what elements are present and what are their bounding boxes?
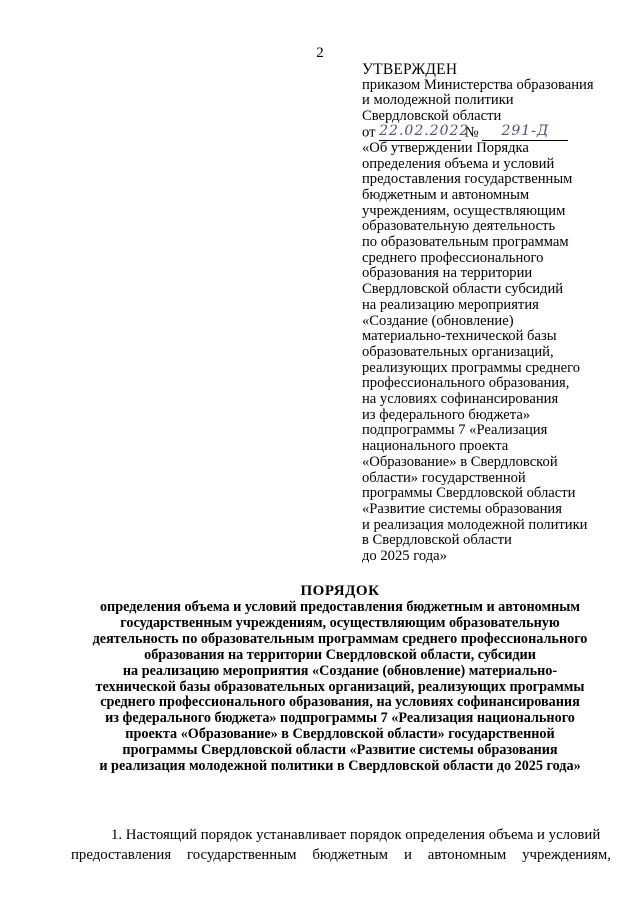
approval-line: национального проекта xyxy=(362,438,509,455)
order-number-handwritten: 291-Д xyxy=(482,125,568,141)
heading-line: государственным учреждениям, осуществляющим образовательную xyxy=(120,614,560,631)
approval-line: программы Свердловской области xyxy=(362,485,576,502)
approval-line: и реализация молодежной политики xyxy=(362,516,588,533)
approval-line: профессионального образования, xyxy=(362,375,570,392)
approval-lines-before-order xyxy=(362,78,634,125)
approval-line: «Образование» в Свердловской xyxy=(362,453,558,470)
approval-line: реализующих программы среднего xyxy=(362,359,581,376)
approval-line: «Об утверждении Порядка xyxy=(362,139,529,156)
approval-line: до 2025 года» xyxy=(362,548,447,565)
heading-line: и реализация молодежной политики в Свердловской области до 2025 года» xyxy=(99,758,581,775)
approval-line: среднего профессионального xyxy=(362,249,544,266)
heading-line: образования на территории Свердловской области, субсидии xyxy=(144,646,536,663)
approval-line: подпрограммы 7 «Реализация xyxy=(362,422,548,439)
heading-title: ПОРЯДОК xyxy=(300,583,380,599)
heading-line: из федерального бюджета» подпрограммы 7 «Реализация национального xyxy=(105,710,575,727)
approval-line: приказом Министерства образования xyxy=(362,76,594,93)
approval-line: по образовательным программам xyxy=(362,234,569,251)
approval-line: Свердловской области xyxy=(362,108,502,125)
approval-line: «Развитие системы образования xyxy=(362,500,562,517)
order-number-label: № xyxy=(464,124,479,141)
heading-line: программы Свердловской области «Развитие системы образования xyxy=(122,742,558,759)
approval-line: образовательных организаций, xyxy=(362,343,554,360)
approval-line: на условиях софинансирования xyxy=(362,391,559,408)
approval-line: в Свердловской области xyxy=(362,532,512,549)
paragraph-line: предоставления государственным бюджетным и автономным учреждениям, xyxy=(71,847,611,863)
document-heading xyxy=(40,582,640,775)
approval-line: и молодежной политики xyxy=(362,92,514,109)
heading-line: среднего профессионального образования, на условиях софинансирования xyxy=(100,694,580,711)
order-prefix: от xyxy=(362,124,376,141)
approval-line: Свердловской области субсидий xyxy=(362,281,564,298)
order-date-number-line xyxy=(362,122,634,141)
approval-line: определения объема и условий xyxy=(362,155,555,172)
heading-line: на реализацию мероприятия «Создание (обновление) материально- xyxy=(122,662,558,679)
approval-line: области» государственной xyxy=(362,469,526,486)
paragraph-line: 1. Настоящий порядок устанавливает порядок определения объема и условий xyxy=(111,827,601,843)
body-paragraph-1 xyxy=(71,825,611,865)
approval-line: бюджетным и автономным xyxy=(362,186,530,203)
approval-line: на реализацию мероприятия xyxy=(362,296,539,313)
order-date-handwritten: 22.02.2022 xyxy=(379,122,470,139)
approval-title: УТВЕРЖДЕН xyxy=(362,61,458,78)
approval-line: учреждениям, осуществляющим xyxy=(362,202,566,219)
heading-subtitle xyxy=(40,600,640,775)
approval-lines-after-order xyxy=(362,141,634,565)
approval-line: предоставления государственным xyxy=(362,171,573,188)
page-number: 2 xyxy=(316,45,324,61)
approval-line: материально-технической базы xyxy=(362,328,557,345)
approval-block xyxy=(362,62,634,565)
approval-line: «Создание (обновление) xyxy=(362,312,514,329)
heading-line: проекта «Образование» в Свердловской области» государственной xyxy=(125,726,555,743)
heading-line: технической базы образовательных организаций, реализующих программы xyxy=(95,678,585,695)
approval-line: из федерального бюджета» xyxy=(362,406,531,423)
approval-line: образования на территории xyxy=(362,265,533,282)
approval-line: образовательную деятельность xyxy=(362,218,556,235)
heading-line: деятельность по образовательным программам среднего профессионального xyxy=(92,630,588,647)
heading-line: определения объема и условий предоставления бюджетным и автономным xyxy=(99,599,581,615)
